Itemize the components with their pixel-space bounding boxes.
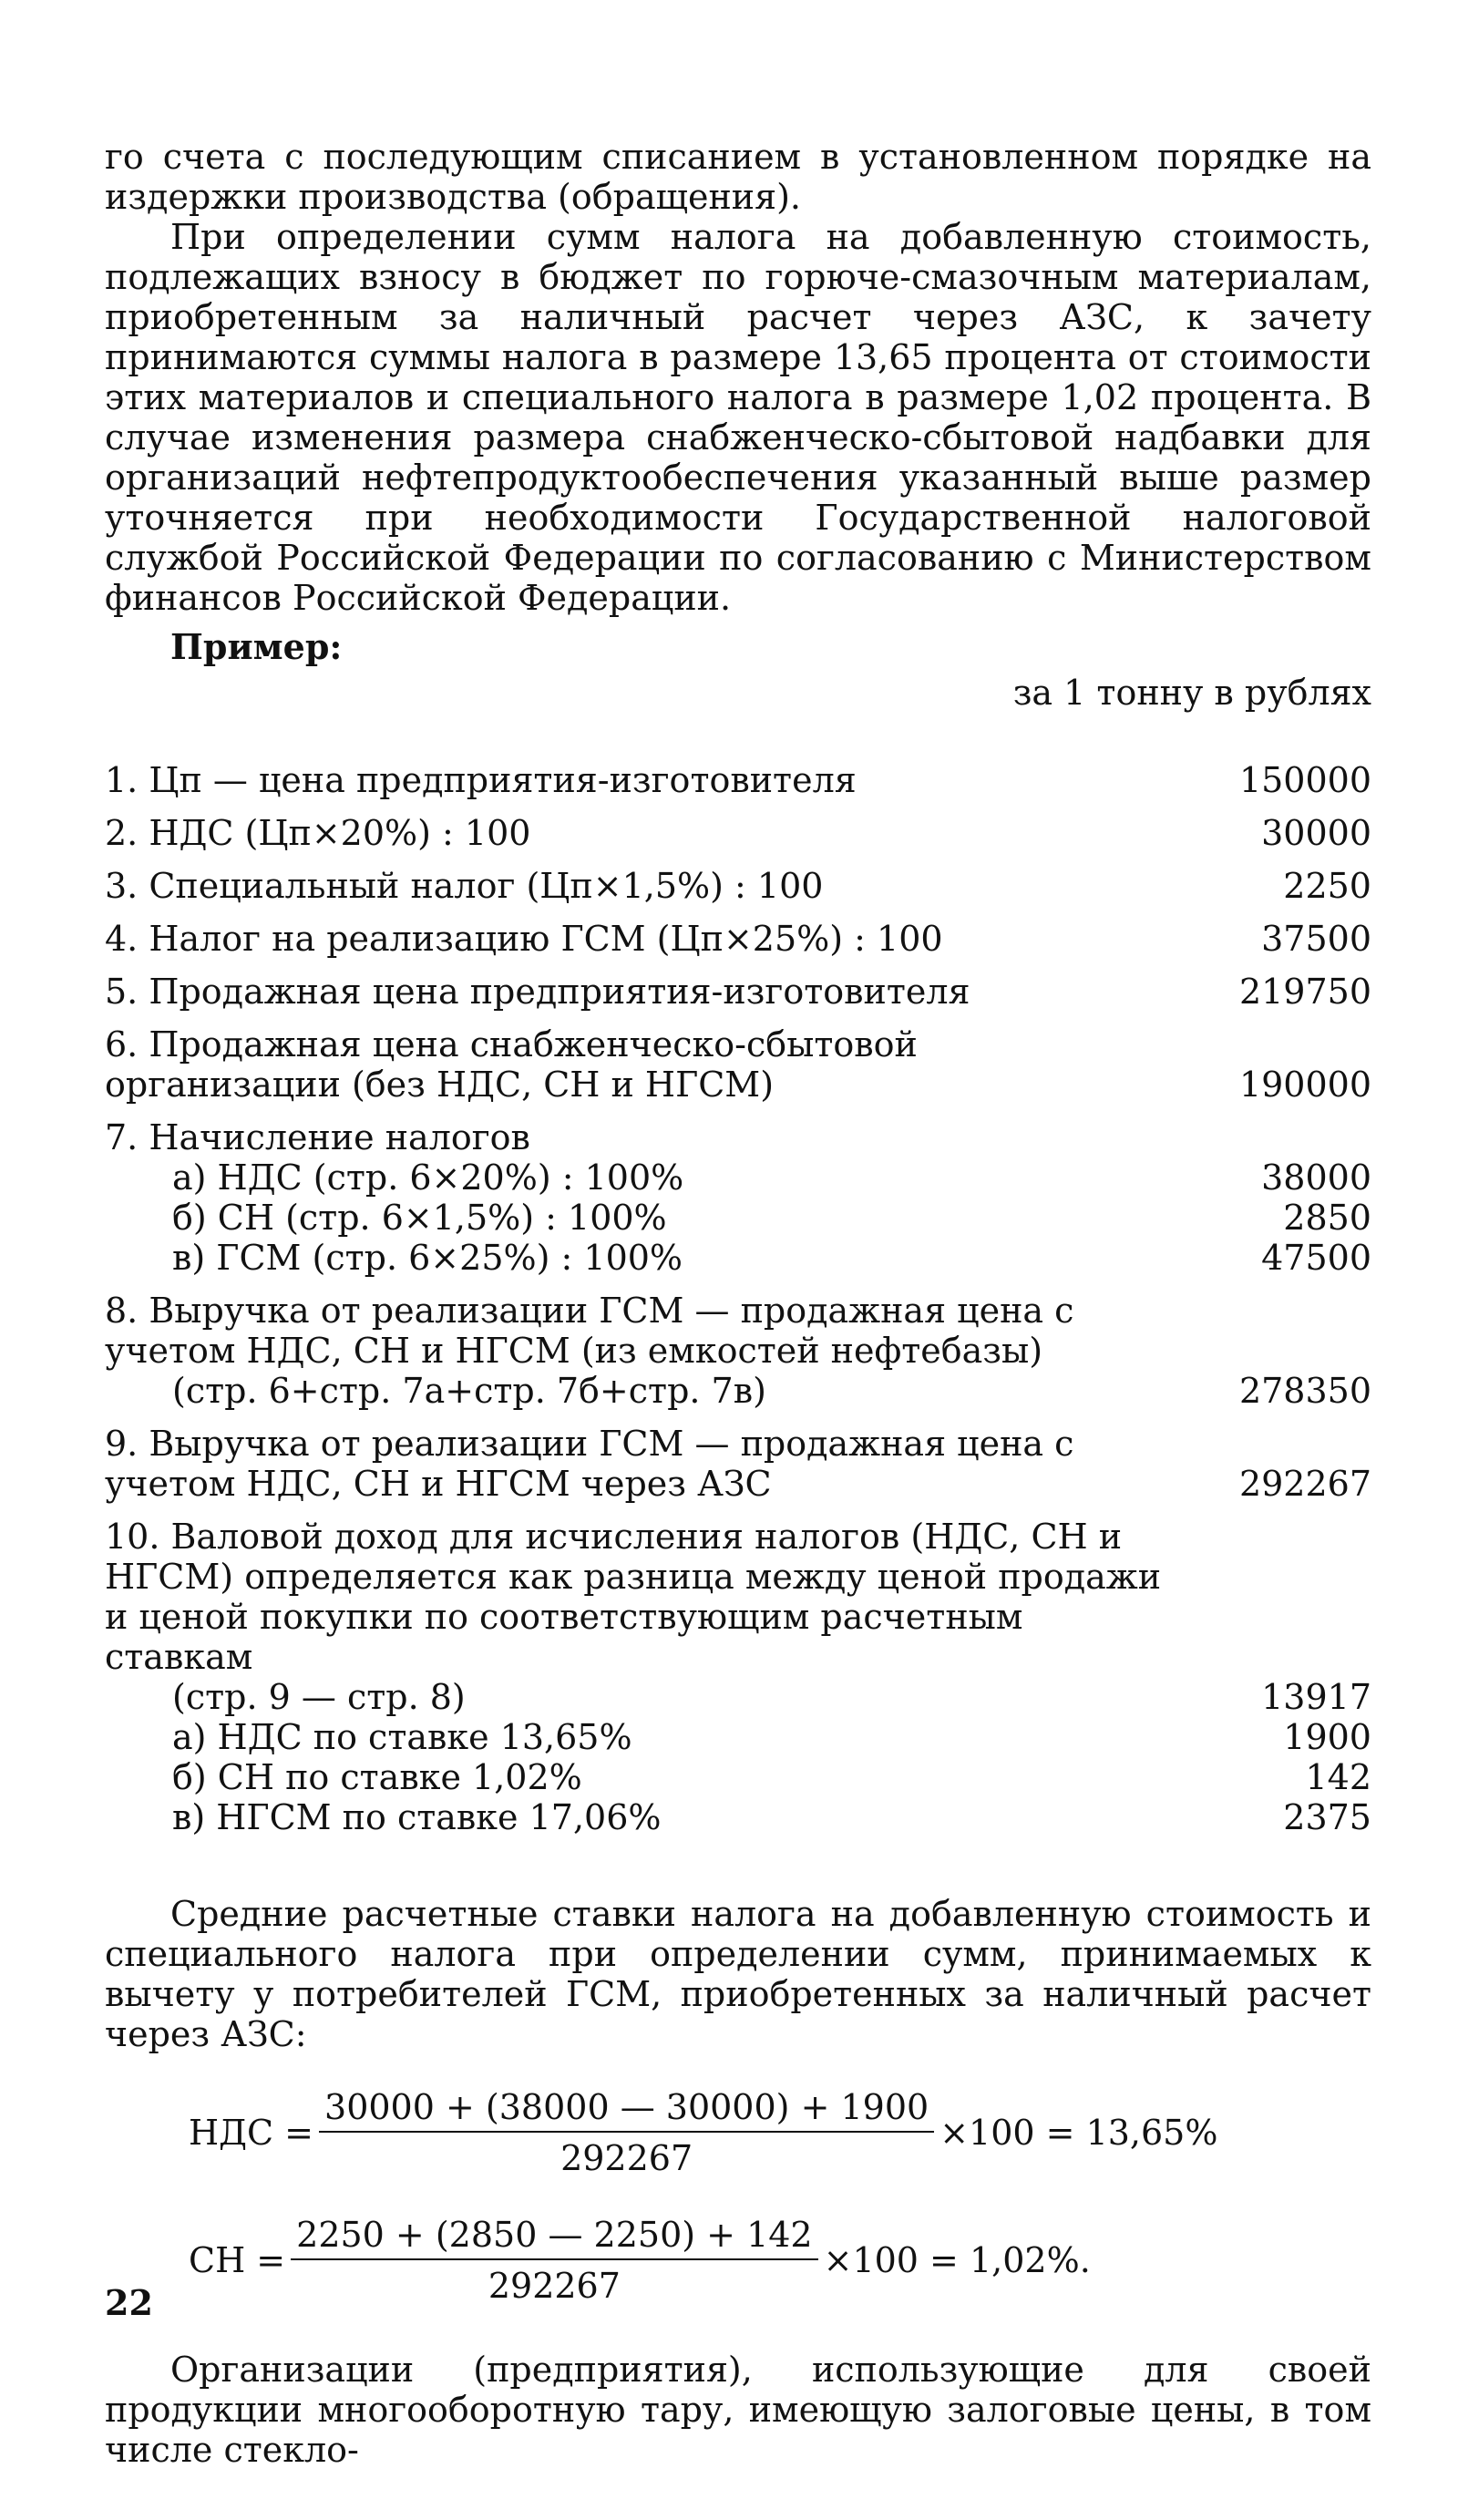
table-row	[105, 1371, 1371, 1411]
table-row	[105, 1717, 1371, 1757]
row-value: 13917	[1261, 1677, 1371, 1717]
table-row	[105, 747, 1371, 800]
row-label: 6. Продажная цена снабженческо-сбытовой организации (без НДС, СН и НГСМ)	[105, 1024, 918, 1105]
paragraph-continuation: го счета с последующим списанием в установленном порядке на издержки производства (обращения).	[105, 137, 1371, 217]
table-row	[105, 1677, 1371, 1717]
formula-denominator: 292267	[488, 2266, 621, 2306]
row-label: в) ГСМ (стр. 6×25%) : 100%	[172, 1238, 683, 1278]
row-label: 3. Специальный налог (Цп×1,5%) : 100	[105, 866, 824, 906]
row-label: 10. Валовой доход для исчисления налогов (НДС, СН и НГСМ) определяется как разница между ценой продажи и ценой покупки по соответствующим расчетным ставкам	[105, 1517, 1162, 1677]
formula-lhs: СН =	[189, 2240, 286, 2280]
page-body	[105, 137, 1371, 2470]
row-label: б) СН по ставке 1,02%	[172, 1757, 582, 1797]
formula-fraction	[291, 2215, 817, 2306]
row-value: 2250	[1283, 866, 1371, 906]
row-value: 1900	[1283, 1717, 1371, 1757]
row-label: 2. НДС (Цп×20%) : 100	[105, 813, 531, 853]
example-units: за 1 тонну в рублях	[1012, 673, 1371, 713]
row-value	[1189, 1105, 1371, 1157]
row-value: 37500	[1261, 919, 1371, 959]
table-row	[105, 1278, 1371, 1371]
row-label: б) СН (стр. 6×1,5%) : 100%	[172, 1198, 667, 1238]
row-value: 219750	[1238, 972, 1371, 1012]
row-label: 7. Начисление налогов	[105, 1117, 530, 1157]
example-table	[105, 747, 1371, 1837]
table-row	[105, 1757, 1371, 1797]
row-label: 9. Выручка от реализации ГСМ — продажная цена с учетом НДС, СН и НГСМ через АЗС	[105, 1424, 1074, 1504]
row-value: 278350	[1238, 1371, 1371, 1411]
page-number: 22	[105, 2282, 153, 2323]
table-row	[105, 1238, 1371, 1278]
row-value: 292267	[1238, 1464, 1371, 1504]
row-label: (стр. 6+стр. 7а+стр. 7б+стр. 7в)	[172, 1371, 766, 1411]
row-label: (стр. 9 — стр. 8)	[172, 1677, 466, 1717]
row-label: а) НДС (стр. 6×20%) : 100%	[172, 1157, 684, 1198]
table-row	[105, 800, 1371, 853]
formula-numerator: 2250 + (2850 — 2250) + 142	[291, 2215, 817, 2260]
formula-numerator: 30000 + (38000 — 30000) + 1900	[319, 2087, 934, 2133]
row-value: 2375	[1283, 1797, 1371, 1837]
table-row	[105, 959, 1371, 1012]
table-row	[105, 906, 1371, 959]
row-label: в) НГСМ по ставке 17,06%	[172, 1797, 662, 1837]
formula-denominator: 292267	[560, 2138, 693, 2178]
table-row	[105, 1012, 1371, 1105]
paragraph-vat-rules: При определении сумм налога на добавленную стоимость, подлежащих взносу в бюджет по горюче-смазочным материалам, приобретенным за наличный расчет через АЗС, к зачету принимаются суммы налога в размере 13,65 процента от стоимости этих материалов и специального налога в размере 1,02 процента. В случае изменения размера снабженческо-сбытовой надбавки для организаций нефтепродуктообеспечения указанный выше размер уточняется при необходимости Государственной налоговой службой Российской Федерации по согласованию с Министерством финансов Российской Федерации.	[105, 217, 1371, 618]
table-row	[105, 1411, 1371, 1504]
row-value: 150000	[1238, 760, 1371, 800]
formula-fraction	[319, 2087, 934, 2178]
formula-rhs: ×100 = 13,65%	[939, 2113, 1218, 2153]
table-row	[105, 853, 1371, 906]
row-value: 30000	[1261, 813, 1371, 853]
table-row	[105, 1504, 1371, 1677]
row-value: 190000	[1238, 1065, 1371, 1105]
table-row	[105, 1105, 1371, 1157]
paragraph-returnable-containers: Организации (предприятия), использующие для своей продукции многооборотную тару, имеющую залоговые цены, в том числе стекло-	[105, 2350, 1371, 2470]
formula-rhs: ×100 = 1,02%.	[823, 2240, 1091, 2280]
formula-nds	[189, 2087, 1371, 2178]
row-value	[1189, 1504, 1371, 1677]
row-label: а) НДС по ставке 13,65%	[172, 1717, 632, 1757]
example-heading: Пример:	[170, 626, 343, 667]
table-row	[105, 1797, 1371, 1837]
table-row	[105, 1198, 1371, 1238]
row-label: 1. Цп — цена предприятия-изготовителя	[105, 760, 857, 800]
row-value: 47500	[1261, 1238, 1371, 1278]
row-label: 5. Продажная цена предприятия-изготовителя	[105, 972, 970, 1012]
formula-lhs: НДС =	[189, 2113, 314, 2153]
paragraph-average-rates: Средние расчетные ставки налога на добавленную стоимость и специального налога при определении сумм, принимаемых к вычету у потребителей ГСМ, приобретенных за наличный расчет через АЗС:	[105, 1894, 1371, 2054]
table-row	[105, 1157, 1371, 1198]
row-label: 4. Налог на реализацию ГСМ (Цп×25%) : 100	[105, 919, 943, 959]
row-label: 8. Выручка от реализации ГСМ — продажная цена с учетом НДС, СН и НГСМ (из емкостей нефтебазы)	[105, 1291, 1074, 1371]
row-value: 142	[1305, 1757, 1371, 1797]
row-value: 2850	[1283, 1198, 1371, 1238]
row-value: 38000	[1261, 1157, 1371, 1198]
formula-sn	[189, 2215, 1371, 2306]
row-value	[1189, 1278, 1371, 1371]
